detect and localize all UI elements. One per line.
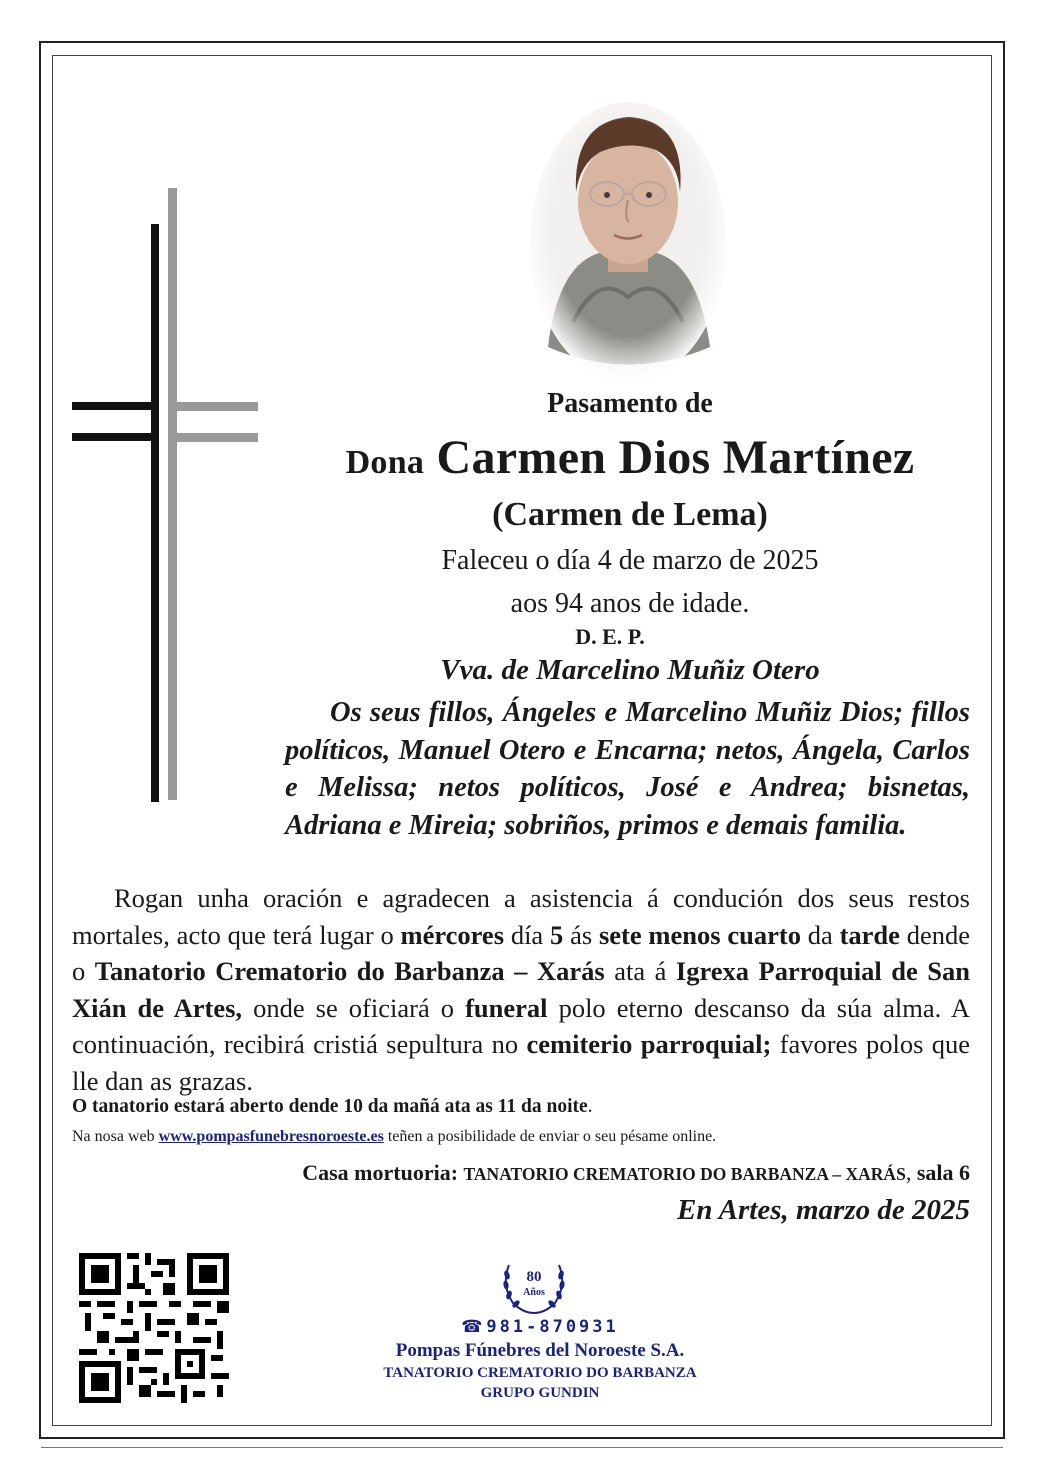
group-name: GRUPO GUNDIN (480, 1385, 600, 1401)
family-list: Os seus fillos, Ángeles e Marcelino Muñiz Dios; fillos políticos, Manuel Otero e Encarna; netos, Ángela, Carlos e Melissa; netos políticos, José e Andrea; bisnetas, Adriana e Mireia; sobriños, primos e demais familia. (285, 697, 970, 841)
casa-label: Casa mortuoria: (302, 1160, 464, 1185)
logo-number: 80 (526, 1269, 542, 1285)
casa-place: TANATORIO CREMATORIO DO BARBANZA – XARÁS (463, 1164, 906, 1184)
casa-mortuoria (72, 1160, 970, 1186)
text-span: favores polos que lle dan as grazas. (72, 1029, 970, 1096)
text-span: da (800, 919, 840, 950)
text-span: ás (563, 919, 599, 950)
notice-heading: Pasamento de (547, 388, 713, 419)
dep-abbreviation: D. E. P. (575, 624, 645, 649)
cemetery: cemiterio parroquial; (526, 1029, 772, 1059)
deceased-nickname: (Carmen de Lema) (492, 496, 768, 533)
tanatorio-hours (72, 1096, 970, 1118)
deceased-name: Carmen Dios Martínez (436, 431, 915, 484)
place-date: En Artes, marzo de 2025 (677, 1194, 970, 1226)
tanatorio-name: TANATORIO CREMATORIO DO BARBANZA (383, 1365, 697, 1381)
bottom-rule (41, 1447, 1003, 1448)
text-span: onde se oficiará o (242, 992, 466, 1023)
church: Igrexa Parroquial de San Xián de Artes, (72, 956, 970, 1023)
company-name: Pompas Fúnebres del Noroeste S.A. (395, 1340, 685, 1361)
text-span: dende o (72, 919, 971, 986)
text-span: ata á (604, 956, 676, 986)
widow-line: Vva. de Marcelino Muñiz Otero (440, 654, 820, 686)
day-number: 5 (550, 919, 564, 950)
weekday: mércores (400, 919, 505, 950)
casa-room: sala 6 (916, 1160, 970, 1185)
anniversary-logo (497, 1253, 571, 1319)
ceremony-paragraph (72, 880, 970, 1099)
funeral-word: funeral (465, 992, 548, 1023)
casa-separator: , (905, 1160, 917, 1185)
hour: sete menos cuarto (598, 919, 801, 950)
death-date: Faleceu o día 4 de marzo de 2025 (441, 545, 819, 576)
deceased-name-line (280, 430, 980, 485)
web-suffix: teñen a posibilidade de enviar o seu pésame online. (383, 1128, 717, 1145)
hours-period: . (587, 1096, 593, 1117)
portrait-photo (528, 92, 728, 377)
phone-number[interactable]: 981-870931 (486, 1317, 619, 1337)
website-link[interactable]: www.pompasfunebresnoroeste.es (158, 1128, 384, 1145)
text-span: día (504, 919, 551, 950)
time-of-day: tarde (839, 919, 900, 950)
honorific: Dona (345, 444, 425, 481)
phone-icon: ☎ (461, 1317, 483, 1337)
cross-icon (68, 188, 268, 808)
web-prefix: Na nosa web (72, 1128, 159, 1145)
hours-text: O tanatorio estará aberto dende 10 da mañá ata as 11 da noite (72, 1096, 588, 1117)
text-span: Rogan unha oración e agradecen a asistencia á condución dos seus restos mortales, acto que terá lugar o (72, 883, 970, 950)
phone-number-line (340, 1317, 740, 1337)
departure-place: Tanatorio Crematorio do Barbanza – Xarás (94, 956, 605, 986)
qr-code[interactable] (79, 1253, 229, 1403)
web-line (72, 1128, 970, 1146)
age-line: aos 94 anos de idade. (510, 588, 750, 619)
logo-word: Años (523, 1287, 545, 1298)
text-span: polo eterno descanso da súa alma. A continuación, recibirá cristiá sepultura no (72, 992, 971, 1059)
